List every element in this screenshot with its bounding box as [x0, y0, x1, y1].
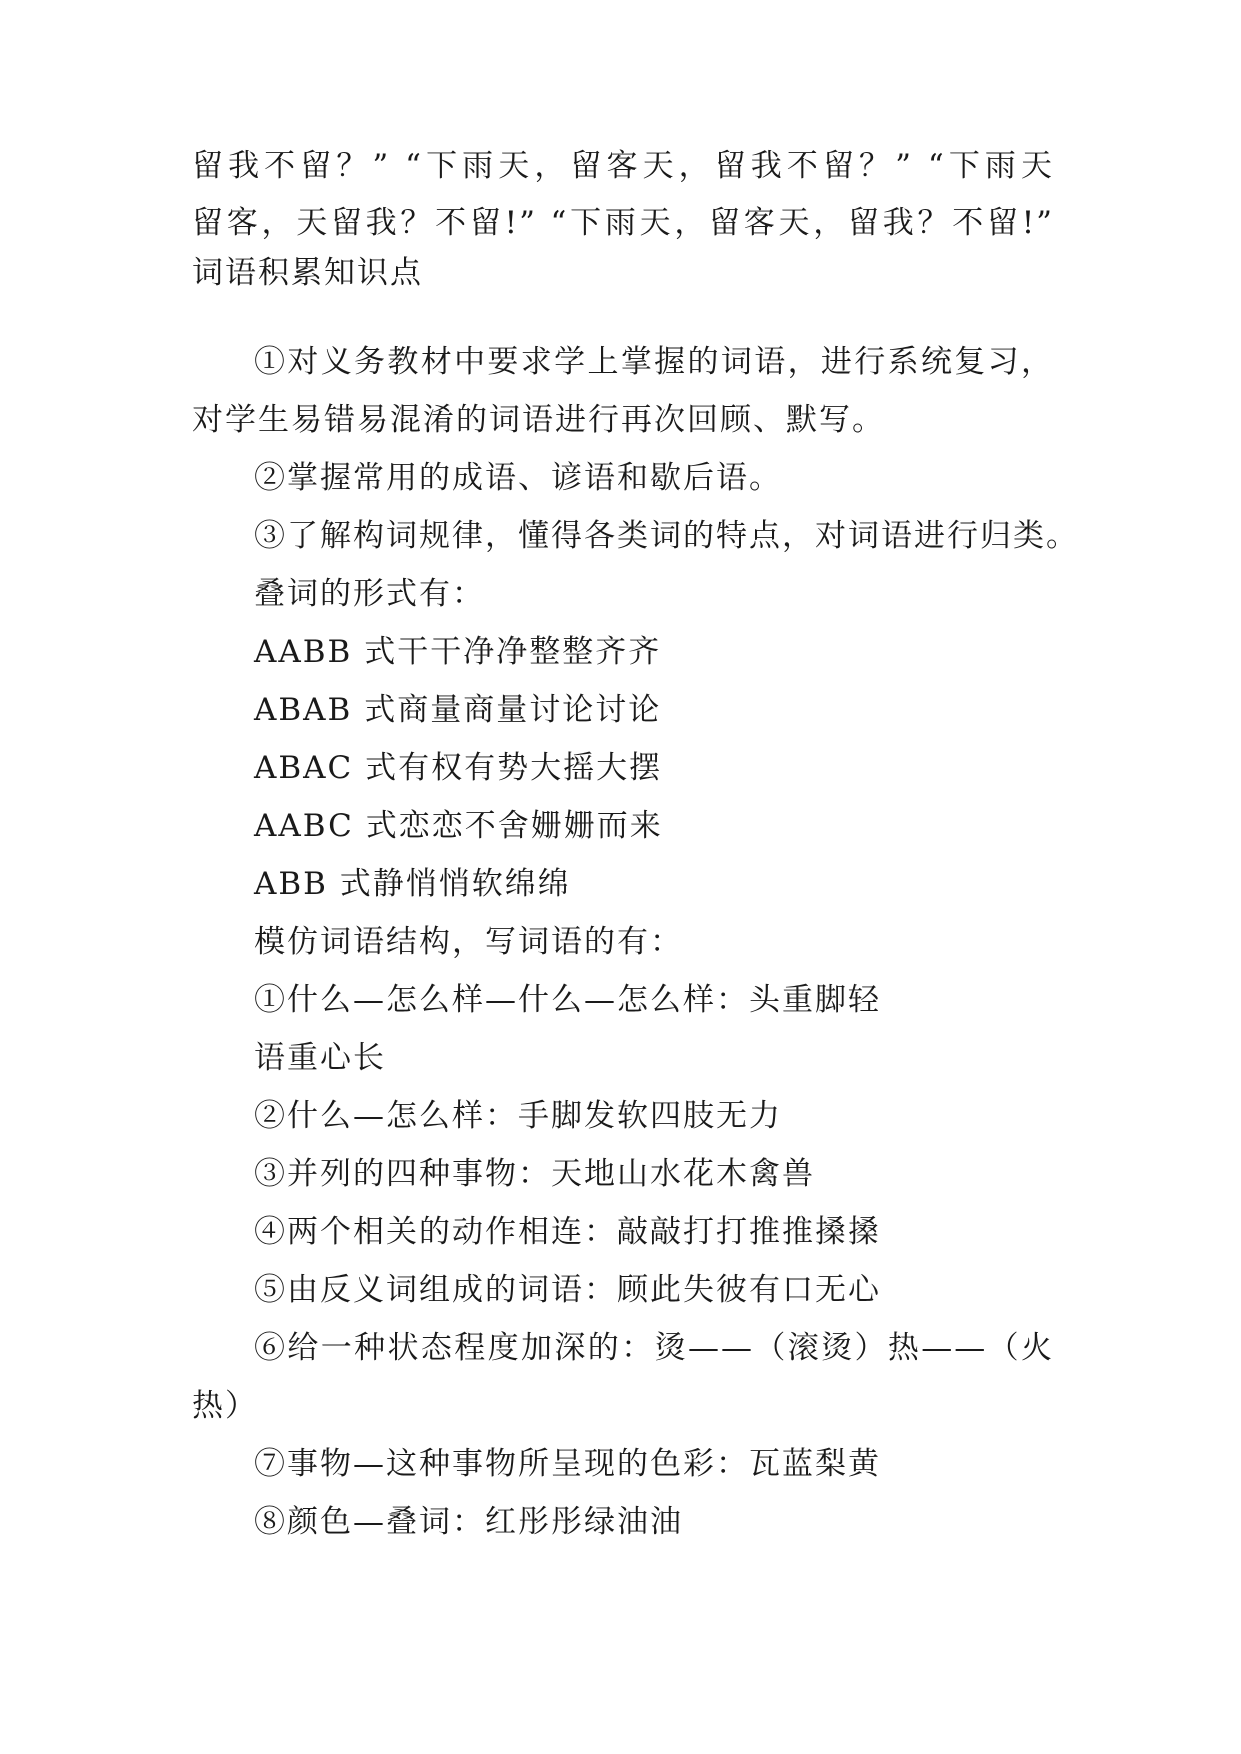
text-line-12: AABC 式恋恋不舍姗姗而来: [254, 808, 663, 844]
text-line-2: 留客，天留我？不留!” “下雨天，留客天，留我？不留!”: [192, 205, 1054, 241]
text-line-20: ⑤由反义词组成的词语：顾此失彼有口无心: [254, 1272, 881, 1308]
text-line-18: ③并列的四种事物：天地山水花木禽兽: [254, 1156, 815, 1192]
text-line-16: 语重心长: [254, 1040, 386, 1076]
subheading-structure: 模仿词语结构，写词语的有：: [254, 924, 683, 960]
text-line-7: ③了解构词规律，懂得各类词的特点，对词语进行归类。: [254, 518, 1079, 554]
text-line-4: ①对义务教材中要求学上掌握的词语，进行系统复习，: [254, 344, 1054, 380]
text-line-10: ABAB 式商量商量讨论讨论: [254, 692, 662, 728]
text-line-13: ABB 式静悄悄软绵绵: [254, 866, 571, 902]
text-line-15: ①什么—怎么样—什么—怎么样：头重脚轻: [254, 982, 881, 1018]
text-line-17: ②什么—怎么样：手脚发软四肢无力: [254, 1098, 782, 1134]
text-line-19: ④两个相关的动作相连：敲敲打打推推搡搡: [254, 1214, 881, 1250]
text-line-6: ②掌握常用的成语、谚语和歇后语。: [254, 460, 782, 496]
text-line-9: AABB 式干干净净整整齐齐: [254, 634, 662, 670]
subheading-reduplication: 叠词的形式有：: [254, 576, 485, 612]
text-line-23: ⑦事物—这种事物所呈现的色彩：瓦蓝梨黄: [254, 1446, 881, 1482]
text-line-1: 留我不留？” “下雨天，留客天，留我不留？” “下雨天: [192, 148, 1054, 184]
text-line-22: 热）: [192, 1388, 258, 1424]
section-heading-vocabulary: 词语积累知识点: [192, 255, 423, 291]
text-line-11: ABAC 式有权有势大摇大摆: [254, 750, 663, 786]
text-line-21: ⑥给一种状态程度加深的：烫——（滚烫）热——（火: [254, 1330, 1054, 1366]
text-line-5: 对学生易错易混淆的词语进行再次回顾、默写。: [192, 402, 885, 438]
text-line-24: ⑧颜色—叠词：红彤彤绿油油: [254, 1504, 683, 1540]
